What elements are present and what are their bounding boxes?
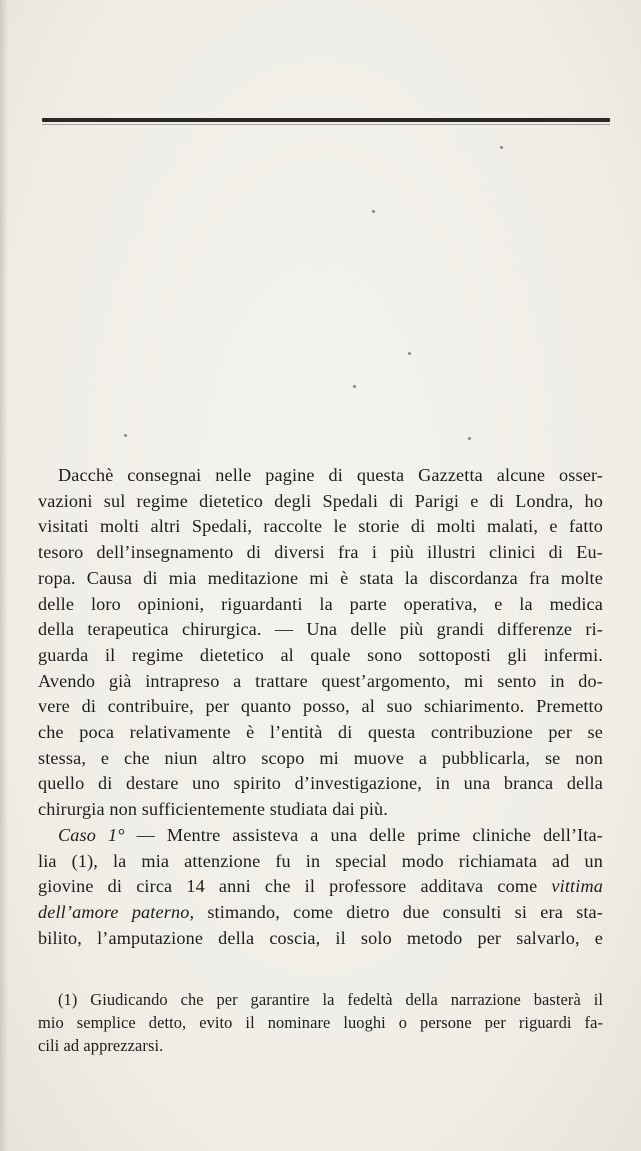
footnote-line: cili ad apprezzarsi. bbox=[38, 1036, 164, 1055]
paper-speck bbox=[408, 352, 411, 355]
emphasis: vittima bbox=[551, 876, 603, 897]
text-line: che poca relativamente è l’entità di questa contribuzione per se bbox=[38, 722, 603, 743]
case-label: Caso 1° bbox=[58, 824, 125, 845]
text-line bbox=[38, 900, 603, 926]
text-line: lia (1), la mia attenzione fu in special modo richiamata ad un bbox=[38, 850, 603, 871]
emphasis: dell’amore paterno, bbox=[38, 901, 195, 922]
text-line bbox=[38, 874, 603, 900]
paper-speck bbox=[124, 434, 127, 437]
text-line: stessa, e che niun altro scopo mi muove a pubblicarla, se non bbox=[38, 747, 603, 768]
text-line: chirurgia non sufficientemente studiata dai più. bbox=[38, 799, 388, 820]
text-run: — Mentre assisteva a una delle prime cliniche dell’Ita- bbox=[124, 824, 603, 845]
text-run: giovine di circa 14 anni che il professore additava come bbox=[38, 876, 552, 897]
paragraph-case-1 bbox=[38, 823, 603, 952]
paper-speck bbox=[353, 385, 356, 388]
footnote bbox=[38, 988, 603, 1057]
text-line bbox=[38, 823, 603, 849]
text-line: visitati molti altri Spedali, raccolte le storie di molti malati, e fatto bbox=[38, 516, 603, 537]
text-run: stimando, come dietro due consulti si era sta- bbox=[194, 901, 603, 922]
text-line: della terapeutica chirurgica. — Una delle più grandi differenze ri- bbox=[38, 619, 603, 640]
paper-speck bbox=[372, 210, 375, 213]
text-line: vazioni sul regime dietetico degli Spedali di Parigi e di Londra, ho bbox=[38, 490, 603, 511]
text-line: guarda il regime dietetico al quale sono sottoposti gli infermi. bbox=[38, 644, 603, 665]
paper-speck bbox=[468, 437, 471, 440]
paragraph-intro bbox=[38, 463, 603, 823]
text-line: ropa. Causa di mia meditazione mi è stata la discordanza fra molte bbox=[38, 567, 603, 588]
text-line: Avendo già intrapreso a trattare quest’argomento, mi sento in do- bbox=[38, 670, 603, 691]
text-line: bilito, l’amputazione della coscia, il solo metodo per salvarlo, e bbox=[38, 927, 603, 948]
header-rule bbox=[42, 118, 610, 122]
text-line: tesoro dell’insegnamento di diversi fra i più illustri clinici di Eu- bbox=[38, 542, 603, 563]
article-body bbox=[38, 463, 603, 951]
text-line: Dacchè consegnai nelle pagine di questa Gazzetta alcune osser- bbox=[58, 465, 603, 485]
page-edge-shadow bbox=[0, 0, 8, 1151]
text-line: delle loro opinioni, riguardanti la parte operativa, e la medica bbox=[38, 593, 603, 614]
text-line: vere di contribuire, per quanto posso, al suo schiarimento. Premetto bbox=[38, 696, 603, 717]
footnote-line: (1) Giudicando che per garantire la fedeltà della narrazione basterà il bbox=[58, 990, 603, 1009]
text-line: quello di destare uno spirito d’investigazione, in una branca della bbox=[38, 773, 603, 794]
paper-speck bbox=[500, 146, 503, 149]
footnote-line: mio semplice detto, evito il nominare luoghi o persone per riguardi fa- bbox=[38, 1013, 603, 1032]
